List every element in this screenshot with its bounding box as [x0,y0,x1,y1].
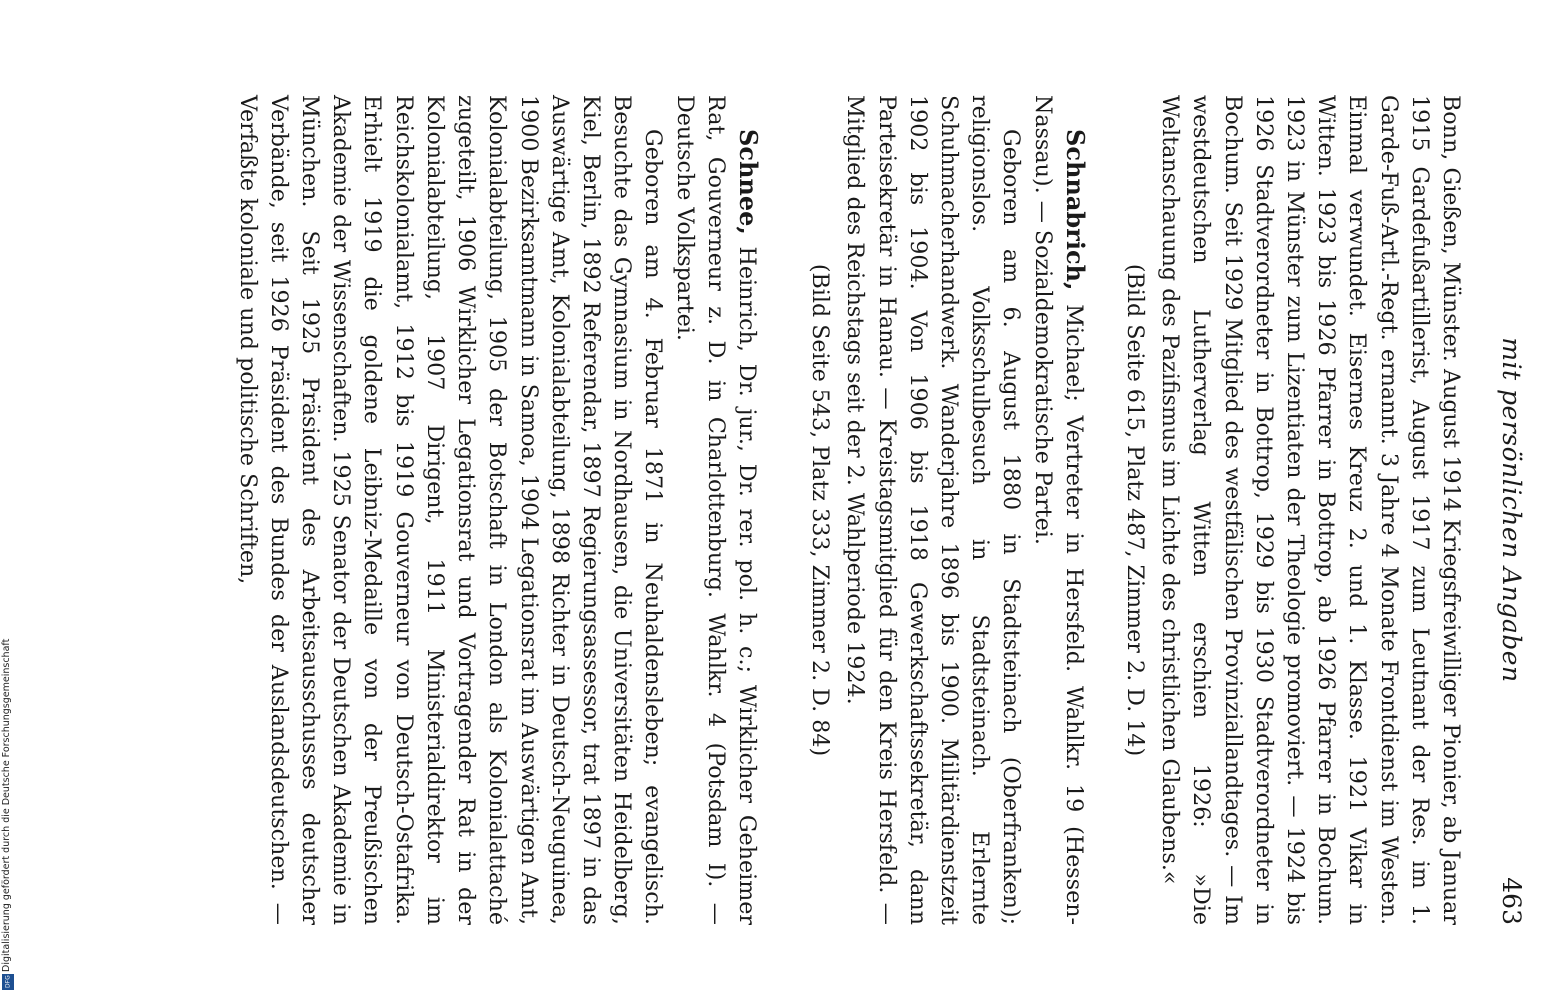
entry-previous-reference: (Bild Seite 615, Platz 487, Zimmer 2. D. 14) [1121,263,1148,757]
entry-schnee-biography: Geboren am 4. Februar 1871 in Neuhaldensleben; evangelisch. Besuchte das Gymnasium in Nordhausen, die Universitäten Heidelberg, Kiel, Berlin, 1892 Referendar, 1897 Regierungsassessor, trat 1897 in das Auswärtige Amt, Kolonialabteilung, 1898 Richter in Deutsch-Neuguinea, 1900 Bezirksamtmann in Samoa, 1904 Legationsrat im Auswärtigen Amt, Kolonialabteilung, 1905 der Botschaft in London als Kolonialattaché zugeteilt, 1906 Wirklicher Legationsrat und Vortragender Rat in der Kolonialabteilung, 1907 Dirigent, 1911 Ministerialdirektor im Reichskolonialamt, 1912 bis 1919 Gouverneur von Deutsch-Ostafrika. Erhielt 1919 die goldene Leibniz-Medaille von der Preußischen Akademie der Wissenschaften. 1925 Senator der Deutschen Akademie in München. Seit 1925 Präsident des Arbeitsausschusses deutscher Verbände, seit 1926 Präsident des Bundes der Auslandsdeutschen. — Verfaßte koloniale und politische Schriften, [234,95,667,925]
entry-schnabrich-name: Schnabrich, [1060,129,1090,291]
running-title: mit persönlichen Angaben [1497,337,1526,683]
digitization-credit [1,600,15,990]
page-number: 463 [1497,877,1526,925]
entry-schnabrich-heading [1026,95,1090,925]
entry-schnabrich-biography: Geboren am 6. August 1880 in Stadtsteinach (Oberfranken); religionslos. Volksschulbesuch in Stadtsteinach. Erlernte Schuhmacherhandwerk. Wanderjahre 1896 bis 1900. Militärdienstzeit 1902 bis 1904. Von 1906 bis 1918 Gewerkschaftssekretär, dann Parteisekretär in Hanau. — Kreistagsmitglied für den Kreis Hersfeld. — Mitglied des Reichstags seit der 2. Wahlperiode 1924. [842,95,1025,925]
credit-text: Digitalisierung gefördert durch die Deutsche Forschungsgemeinschaft [1,638,12,972]
entry-previous-text: Bonn, Gießen, Münster. August 1914 Kriegsfreiwilliger Pionier, ab Januar 1915 Gardefußartillerist, August 1917 zum Leutnant der Res. im 1. Garde-Fuß-Artl.-Regt. ernannt. 3 Jahre 4 Monate Frontdienst im Westen. Einmal verwundet. Eisernes Kreuz 2. und 1. Klasse. 1921 Vikar in Witten. 1923 bis 1926 Pfarrer in Bottrop, ab 1926 Pfarrer in Bochum. 1923 in Münster zum Lizentiaten der Theologie promoviert. — 1924 bis 1926 Stadtverordneter in Bottrop, 1929 bis 1930 Stadtverordneter in Bochum. Seit 1929 Mitglied des westfälischen Provinziallandtages. — Im westdeutschen Lutherverlag Witten erschien 1926: »Die Weltanschauung des Pazifismus im Lichte des christlichen Glaubens.« [1157,95,1464,925]
entry-schnabrich-reference: (Bild Seite 543, Platz 333, Zimmer 2. D. 84) [807,263,834,757]
entry-schnee-name: Schnee, [733,129,763,235]
entry-schnee-head: Heinrich, Dr. jur., Dr. rer. pol. h. c.; Wirklicher Geheimer Rat, Gouverneur z. D. in Charlottenburg. Wahlkr. 4 (Potsdam I). — Deutsche Volkspartei. [671,95,760,925]
page-header [1486,95,1526,925]
entry-schnabrich-head: Michael; Vertreter in Hersfeld. Wahlkr. 19 (Hessen-Nassau). — Sozialdemokratische Partei. [1029,95,1087,925]
entry-schnee-heading [668,95,764,925]
page-body [231,95,1466,925]
dfg-logo-icon: DFG [2,974,14,990]
